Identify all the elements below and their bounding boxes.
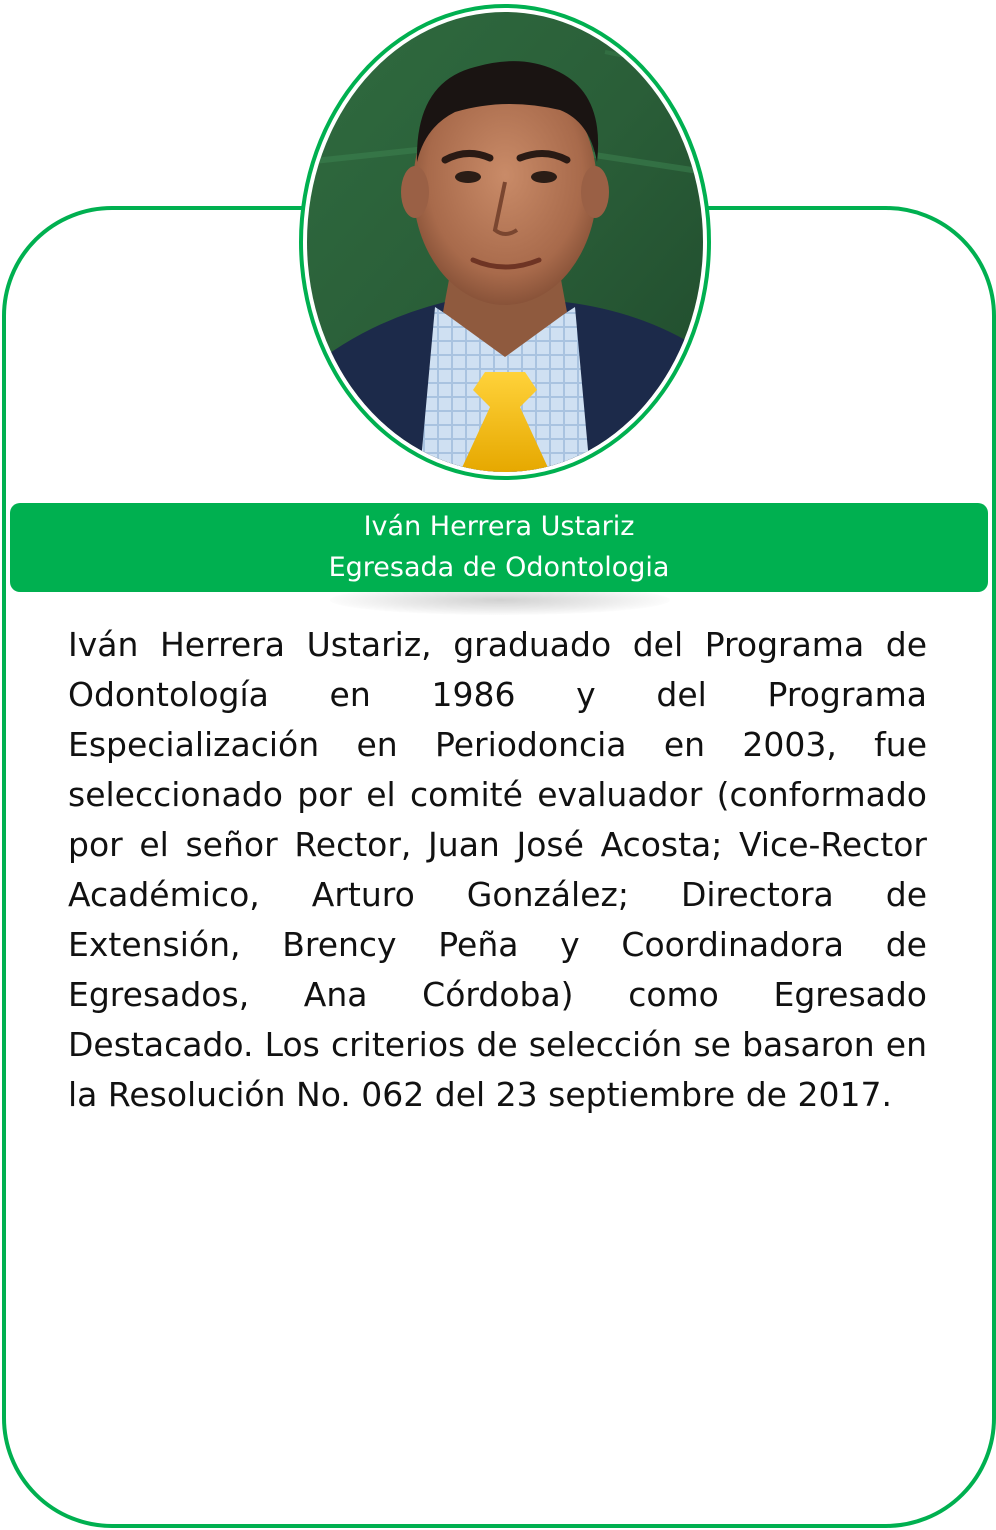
portrait-image xyxy=(307,12,703,472)
profile-name: Iván Herrera Ustariz xyxy=(363,511,635,542)
profile-photo xyxy=(299,4,711,480)
profile-bio: Iván Herrera Ustariz, graduado del Programa de Odontología en 1986 y del Programa Especialización en Periodoncia en 2003, fue seleccionado por el comité evaluador (conformado por el señor Rector, Juan José Acosta; Vice-Rector Académico, Arturo González; Directora de Extensión, Brency Peña y Coordinadora de Egresados, Ana Córdoba) como Egresado Destacado. Los criterios de selección se basaron en la Resolución No. 062 del 23 septiembre de 2017. xyxy=(68,625,927,1114)
name-banner xyxy=(10,503,988,592)
profile-subtitle: Egresada de Odontologia xyxy=(328,552,670,583)
